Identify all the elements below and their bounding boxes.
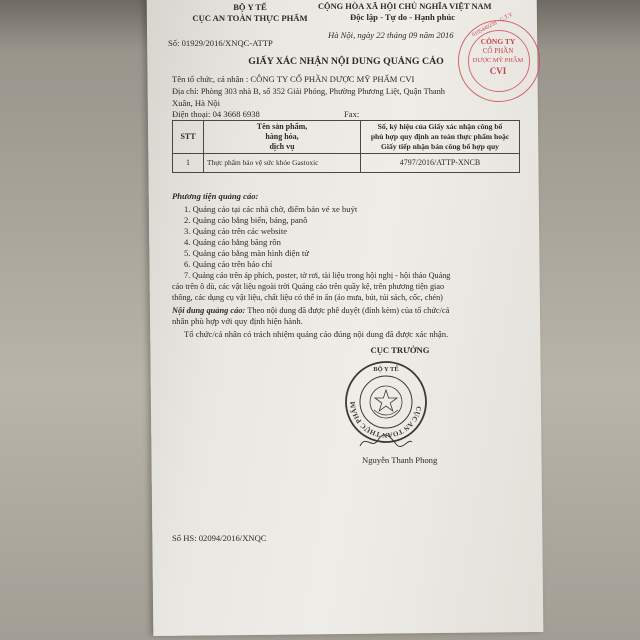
media-item-4: 4. Quảng cáo bằng băng rôn bbox=[184, 237, 281, 247]
media-item-7-cont-2: thông, các dụng cụ vật liệu, chất liệu có thể in ấn (áo mưa, bút, túi sách, cốc, chén) bbox=[172, 293, 443, 302]
document-title: GIẤY XÁC NHẬN NỘI DUNG QUẢNG CÁO bbox=[248, 56, 444, 67]
responsibility-text: Tổ chức/cá nhân có trách nhiệm quảng cáo đúng nội dung đã được xác nhận. bbox=[184, 329, 449, 339]
media-item-1: 1. Quảng cáo tại các nhà chờ, điểm bán vé xe buýt bbox=[184, 204, 358, 214]
content-line-1 bbox=[172, 305, 449, 316]
header-cert-line1: Số, ký hiệu của Giấy xác nhận công bố bbox=[377, 122, 503, 131]
media-item-5: 5. Quảng cáo bằng màn hình điện tử bbox=[184, 248, 309, 258]
motto: Độc lập - Tự do - Hạnh phúc bbox=[350, 12, 456, 22]
agency-name: CỤC AN TOÀN THỰC PHẨM bbox=[192, 13, 308, 23]
signer-name: Nguyễn Thanh Phong bbox=[362, 455, 438, 465]
header-cert-line2: phù hợp quy định an toàn thực phẩm hoặc bbox=[370, 132, 510, 141]
org-fax: Fax: bbox=[344, 109, 360, 119]
table-row bbox=[173, 154, 520, 173]
content-label: Nội dung quảng cáo: bbox=[172, 306, 246, 315]
header-product-line1: Tên sản phẩm, bbox=[256, 122, 308, 131]
row-product: Thực phẩm bảo vệ sức khỏe Gastoxic bbox=[204, 154, 361, 173]
media-item-7: 7. Quảng cáo trên áp phích, poster, tờ rơi, tài liệu trong hội nghị - hội thảo Quảng bbox=[184, 271, 451, 280]
org-address-line2: Xuân, Hà Nội bbox=[172, 98, 220, 108]
header-product-line3: dịch vụ bbox=[269, 142, 295, 151]
nation-name: CỘNG HÒA XÃ HỘI CHỦ NGHĨA VIỆT NAM bbox=[318, 2, 492, 11]
header-cert bbox=[361, 121, 520, 154]
row-cert: 4797/2016/ATTP-XNCB bbox=[361, 154, 520, 173]
media-item-2: 2. Quảng cáo bằng biển, bảng, panô bbox=[184, 215, 308, 225]
stamp-ring-text: 0105440258 · C.T.Y bbox=[471, 11, 514, 39]
row-stt: 1 bbox=[173, 154, 204, 173]
media-heading: Phương tiện quảng cáo: bbox=[172, 191, 259, 201]
header-cert-line3: Giấy tiếp nhận bản công bố hợp quy bbox=[381, 142, 499, 151]
org-address-line1: Địa chỉ: Phòng 303 nhà B, số 352 Giải Phóng, Phường Phương Liệt, Quận Thanh bbox=[172, 87, 445, 96]
header-stt: STT bbox=[173, 121, 204, 154]
stamp-line-2: CỔ PHẦN bbox=[482, 47, 514, 55]
handwritten-signature bbox=[356, 432, 416, 452]
stamp-line-4: CVI bbox=[489, 66, 507, 76]
seal-ring-text: CỤC AN TOÀN THỰC PHẨM bbox=[348, 401, 423, 440]
national-emblem bbox=[370, 386, 402, 418]
media-item-7-cont-1: cáo trên ô dù, các vật liệu ngoài trời Quảng cáo trên quầy kệ, trên phương tiện giao bbox=[172, 282, 445, 291]
signer-title: CỤC TRƯỞNG bbox=[370, 345, 430, 355]
product-table bbox=[172, 120, 520, 173]
agency-parent: BỘ Y TẾ bbox=[233, 2, 267, 12]
content-text-1: Theo nội dung đã được phê duyệt (đính kèm) của tổ chức/cá bbox=[245, 306, 450, 315]
org-name: Tên tổ chức, cá nhân : CÔNG TY CỔ PHẦN DƯỢC MỸ PHẨM CVI bbox=[172, 74, 415, 84]
stamp-line-1: CÔNG TY bbox=[480, 37, 516, 46]
content-text-2: nhân phù hợp với quy định hiện hành. bbox=[172, 316, 303, 326]
doc-number: Số: 01929/2016/XNQC-ATTP bbox=[168, 38, 273, 48]
media-item-3: 3. Quảng cáo trên các website bbox=[184, 226, 288, 236]
seal-top-text: BỘ Y TẾ bbox=[373, 366, 399, 373]
stamp-line-3: DƯỢC MỸ PHẨM bbox=[472, 57, 524, 64]
place-date: Hà Nội, ngày 22 tháng 09 năm 2016 bbox=[328, 30, 454, 40]
table-header-row bbox=[173, 121, 520, 154]
media-item-6: 6. Quảng cáo trên báo chí bbox=[184, 259, 273, 269]
header-product bbox=[204, 121, 361, 154]
file-number: Số HS: 02094/2016/XNQC bbox=[172, 533, 267, 543]
header-product-line2: hàng hóa, bbox=[265, 132, 299, 141]
org-phone: Điện thoại: 04 3668 6938 bbox=[172, 109, 260, 119]
